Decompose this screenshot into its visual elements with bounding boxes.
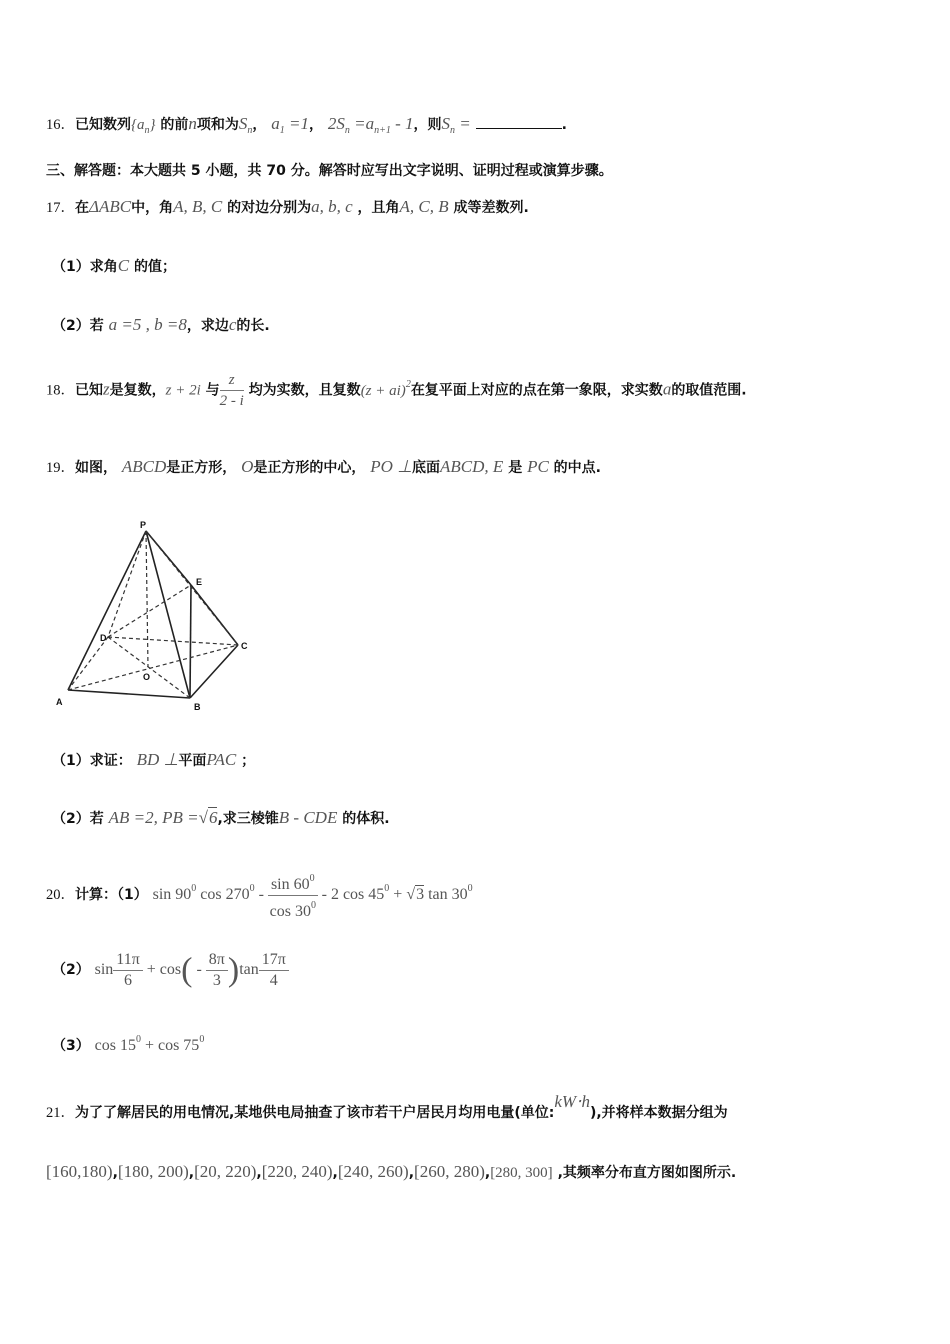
interval-6: [260, 280): [414, 1162, 485, 1181]
question-19-part-2: （2）若 AB =2, PB =√6,求三棱锥B - CDE 的体积.: [52, 808, 390, 827]
interval-1: [160,180): [46, 1162, 113, 1181]
label-d: D: [100, 633, 107, 643]
question-20-part-2: （2） sin $\frac{11\pi}{6}$ + cos( - $\frac{8\pi}{3}$ )tan $\frac{17\pi}{4}$: [52, 950, 289, 991]
pyramid-figure: [48, 515, 258, 715]
interval-2: [180, 200): [117, 1162, 189, 1181]
question-19: 19．如图， ABCD是正方形， O是正方形的中心， PO ⊥底面ABCD, E 是 PC 的中点.: [46, 457, 601, 476]
question-17-part-1: （1）求角C 的值；: [52, 256, 176, 275]
question-20-part-3: （3） $\cos 15^0 + \cos 75^0$: [52, 1034, 205, 1054]
question-number: 16．: [46, 117, 75, 133]
first-term: $a_1 =1$: [271, 114, 309, 136]
section-heading: 三、解答题：本大题共 5 小题，共 70 分。解答时应写出文字说明、证明过程或演算步骤。: [46, 163, 613, 179]
interval-4: [220, 240): [261, 1162, 333, 1181]
answer-blank: [476, 114, 562, 129]
expression-1: $\sin 90^0$ $\cos 270^0$ - $\frac{\sin 60^0}{\cos 30^0}$ - 2 $\cos 45^0 + √3$ $\tan 30^0$: [153, 886, 473, 903]
triangle-symbol: ΔABC: [89, 197, 132, 216]
expression-2: sin $\frac{11\pi}{6}$ + cos( - $\frac{8\pi}{3}$ )tan $\frac{17\pi}{4}$: [95, 961, 289, 978]
question-21: 21．为了了解居民的用电情况,某地供电局抽查了该市若干户居民月均用电量(单位:kW⋅h),并将样本数据分组为: [46, 1092, 728, 1121]
question-21-intervals: [160,180),[180, 200),[20, 220),[220, 240),[240, 260),[260, 280),[280, 300] ,其频率分布直方图如图所示.: [46, 1162, 737, 1181]
label-c: C: [241, 641, 248, 651]
label-o: O: [143, 672, 151, 682]
question-18: 18．已知z是复数，z + 2i 与 $\frac{z}{2 - i}$ 均为实数，且复数(z + ai)$^2$在复平面上对应的点在第一象限，求实数a的取值范围.: [46, 372, 747, 409]
sequence-symbol: $\{a_n\}$: [131, 117, 156, 136]
question-17: 17．在ΔABC中，角A, B, C 的对边分别为a, b, c ，且角A, C, B 成等差数列.: [46, 197, 529, 216]
question-19-part-1: （1）求证： BD ⊥平面PAC ；: [52, 750, 256, 769]
recurrence-relation: $2S_n =a_{n+1} - 1$: [327, 114, 414, 136]
interval-3: [20, 220): [194, 1162, 257, 1181]
question-20: 20．计算：（1） $\sin 90^0$ $\cos 270^0$ - $\frac{\sin 60^0}{\cos 30^0}$ - 2 $\cos 45^0 + √3$ $\tan 30^0$: [46, 869, 473, 922]
question-16: 16．已知数列$\{a_n\}$ 的前n项和为$S_n$， $a_1 =1$， $2S_n =a_{n+1} - 1$，则$S_n$ = .: [46, 114, 567, 136]
expression-3: $\cos 15^0 + \cos 75^0$: [94, 1034, 205, 1054]
label-a: A: [56, 697, 63, 707]
solid-edges: [68, 531, 238, 698]
question-17-part-2: （2）若 a =5 , b =8，求边c的长.: [52, 315, 270, 334]
label-e: E: [196, 577, 203, 587]
label-b: B: [194, 702, 201, 712]
interval-5: [240, 260): [337, 1162, 409, 1181]
fraction-z-over-2-minus-i: $\frac{z}{2 - i}$: [219, 372, 244, 409]
interval-7: [280, 300]: [490, 1165, 553, 1181]
label-p: P: [140, 520, 147, 530]
